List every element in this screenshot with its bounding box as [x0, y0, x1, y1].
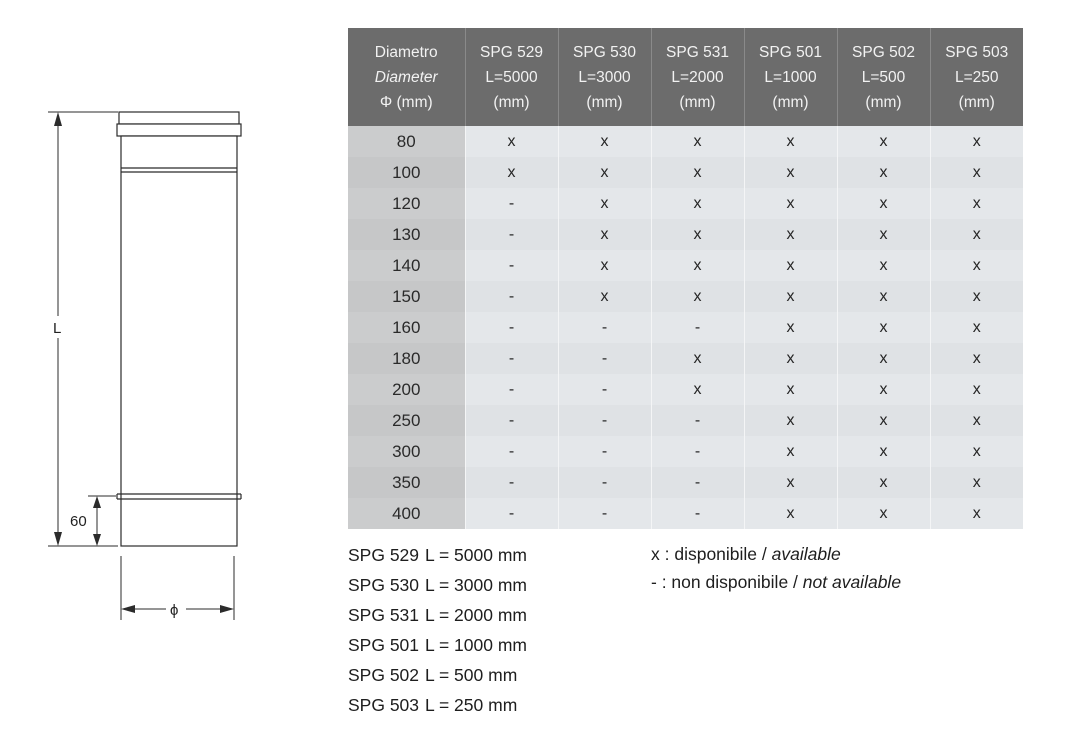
availability-cell: - [651, 312, 744, 343]
availability-cell: x [744, 436, 837, 467]
availability-cell: x [930, 405, 1023, 436]
availability-cell: x [651, 250, 744, 281]
header-col-length: L=2000 [671, 68, 724, 86]
header-col-unit: (mm) [865, 93, 902, 111]
availability-cell: - [651, 467, 744, 498]
length-code: SPG 531 [348, 605, 420, 625]
length-item [348, 600, 527, 630]
header-col-length: L=500 [861, 68, 906, 86]
availability-cell: x [837, 498, 930, 529]
diameter-cell: 100 [348, 157, 465, 188]
availability-cell: x [558, 219, 651, 250]
availability-cell: x [744, 312, 837, 343]
diameter-cell: 180 [348, 343, 465, 374]
length-value: L = 5000 mm [425, 545, 528, 565]
availability-cell: - [465, 188, 558, 219]
availability-cell: x [930, 219, 1023, 250]
header-col-name: SPG 529 [480, 43, 543, 61]
availability-cell: - [465, 281, 558, 312]
availability-table-wrapper [348, 28, 1023, 529]
availability-cell: x [558, 188, 651, 219]
header-col-name: SPG 530 [573, 43, 636, 61]
availability-cell: x [930, 374, 1023, 405]
length-code: SPG 501 [348, 635, 420, 655]
availability-cell: x [651, 281, 744, 312]
availability-cell: x [930, 126, 1023, 157]
legend-item [651, 540, 901, 568]
length-item [348, 630, 527, 660]
table-row [348, 374, 1023, 405]
availability-cell: - [465, 467, 558, 498]
availability-cell: - [651, 498, 744, 529]
availability-cell: - [465, 250, 558, 281]
availability-cell: x [744, 188, 837, 219]
table-row [348, 157, 1023, 188]
availability-cell: x [744, 281, 837, 312]
table-row [348, 312, 1023, 343]
table-header-row [348, 28, 1023, 126]
header-col-unit: (mm) [958, 93, 995, 111]
availability-cell: - [558, 405, 651, 436]
header-col-unit: (mm) [493, 93, 530, 111]
length-item [348, 690, 527, 720]
availability-cell: x [744, 343, 837, 374]
table-row [348, 343, 1023, 374]
availability-cell: x [558, 157, 651, 188]
availability-cell: - [651, 405, 744, 436]
availability-cell: x [465, 126, 558, 157]
pipe-drawing [0, 0, 340, 749]
table-row [348, 281, 1023, 312]
availability-cell: x [744, 250, 837, 281]
length-label: L [53, 320, 62, 337]
table-row [348, 126, 1023, 157]
diameter-cell: 120 [348, 188, 465, 219]
length-code: SPG 530 [348, 575, 420, 595]
availability-cell: - [465, 312, 558, 343]
availability-cell: x [651, 157, 744, 188]
availability-cell: x [837, 405, 930, 436]
availability-cell: x [837, 157, 930, 188]
header-col-name: SPG 531 [666, 43, 729, 61]
availability-cell: x [837, 436, 930, 467]
header-diameter-en: Diameter [374, 68, 438, 86]
header-col-2 [558, 28, 651, 126]
legend-text-it: - : non disponibile / [651, 572, 798, 592]
length-code: SPG 502 [348, 665, 420, 685]
availability-cell: x [651, 374, 744, 405]
availability-cell: x [930, 250, 1023, 281]
legend-text-en: not available [802, 572, 902, 592]
availability-cell: - [558, 436, 651, 467]
availability-cell: - [465, 219, 558, 250]
length-value: L = 1000 mm [425, 635, 528, 655]
availability-cell: - [465, 498, 558, 529]
table-row [348, 467, 1023, 498]
diameter-cell: 250 [348, 405, 465, 436]
availability-cell: x [930, 343, 1023, 374]
header-diameter-unit: Φ (mm) [379, 93, 433, 111]
header-col-name: SPG 502 [852, 43, 915, 61]
availability-cell: x [930, 312, 1023, 343]
header-col-unit: (mm) [772, 93, 809, 111]
diameter-cell: 300 [348, 436, 465, 467]
diameter-label: ϕ [170, 602, 179, 619]
diameter-cell: 80 [348, 126, 465, 157]
header-col-5 [837, 28, 930, 126]
availability-cell: x [558, 126, 651, 157]
diameter-cell: 150 [348, 281, 465, 312]
availability-cell: x [837, 250, 930, 281]
availability-cell: x [558, 250, 651, 281]
length-value: L = 500 mm [425, 665, 518, 685]
diameter-cell: 160 [348, 312, 465, 343]
pipe-top-collar [119, 112, 239, 124]
legend [651, 540, 901, 596]
availability-cell: x [930, 498, 1023, 529]
length-value: L = 3000 mm [425, 575, 528, 595]
length-code: SPG 529 [348, 545, 420, 565]
length-item [348, 660, 527, 690]
diameter-cell: 200 [348, 374, 465, 405]
availability-cell: - [558, 312, 651, 343]
header-col-unit: (mm) [679, 93, 716, 111]
legend-item [651, 568, 901, 596]
availability-cell: - [465, 374, 558, 405]
table-row [348, 436, 1023, 467]
availability-cell: x [744, 157, 837, 188]
availability-cell: x [837, 281, 930, 312]
availability-cell: x [930, 467, 1023, 498]
diameter-cell: 130 [348, 219, 465, 250]
availability-cell: - [651, 436, 744, 467]
availability-cell: x [651, 188, 744, 219]
availability-cell: x [837, 343, 930, 374]
availability-cell: - [558, 498, 651, 529]
availability-cell: x [744, 405, 837, 436]
header-col-length: L=3000 [578, 68, 631, 86]
header-diameter [348, 28, 465, 126]
availability-cell: x [558, 281, 651, 312]
header-col-3 [651, 28, 744, 126]
table-row [348, 498, 1023, 529]
availability-cell: x [744, 467, 837, 498]
table-row [348, 219, 1023, 250]
length-value: L = 2000 mm [425, 605, 528, 625]
length-item [348, 540, 527, 570]
availability-cell: x [744, 219, 837, 250]
header-col-1 [465, 28, 558, 126]
availability-cell: x [651, 219, 744, 250]
availability-cell: x [651, 126, 744, 157]
availability-cell: x [837, 188, 930, 219]
legend-text-en: available [771, 544, 841, 564]
lengths-list [348, 540, 527, 720]
length-value: L = 250 mm [425, 695, 518, 715]
availability-cell: - [558, 374, 651, 405]
diameter-cell: 400 [348, 498, 465, 529]
availability-cell: x [744, 498, 837, 529]
header-col-length: L=5000 [485, 68, 538, 86]
availability-cell: - [558, 467, 651, 498]
legend-text-it: x : disponibile / [651, 544, 767, 564]
availability-cell: x [837, 126, 930, 157]
header-col-6 [930, 28, 1023, 126]
header-col-length: L=1000 [764, 68, 817, 86]
length-item [348, 570, 527, 600]
diameter-cell: 350 [348, 467, 465, 498]
table-row [348, 250, 1023, 281]
diameter-cell: 140 [348, 250, 465, 281]
availability-cell: x [744, 374, 837, 405]
availability-cell: - [465, 343, 558, 374]
pipe-body [121, 136, 237, 546]
header-col-unit: (mm) [586, 93, 623, 111]
availability-cell: x [837, 312, 930, 343]
table-row [348, 188, 1023, 219]
availability-cell: - [465, 436, 558, 467]
availability-cell: x [465, 157, 558, 188]
availability-cell: x [651, 343, 744, 374]
table-row [348, 405, 1023, 436]
availability-cell: x [930, 157, 1023, 188]
header-diameter-it: Diametro [374, 43, 438, 61]
header-col-name: SPG 503 [945, 43, 1009, 61]
availability-cell: x [930, 281, 1023, 312]
header-col-length: L=250 [954, 68, 999, 86]
availability-cell: - [558, 343, 651, 374]
availability-cell: x [837, 219, 930, 250]
availability-cell: x [930, 436, 1023, 467]
length-code: SPG 503 [348, 695, 420, 715]
pipe-top-ring [117, 124, 241, 136]
header-col-name: SPG 501 [759, 43, 822, 61]
collar-label: 60 [70, 513, 87, 530]
availability-cell: x [837, 467, 930, 498]
availability-cell: x [930, 188, 1023, 219]
availability-cell: x [837, 374, 930, 405]
availability-cell: x [744, 126, 837, 157]
header-col-4 [744, 28, 837, 126]
availability-cell: - [465, 405, 558, 436]
availability-table [348, 28, 1023, 529]
